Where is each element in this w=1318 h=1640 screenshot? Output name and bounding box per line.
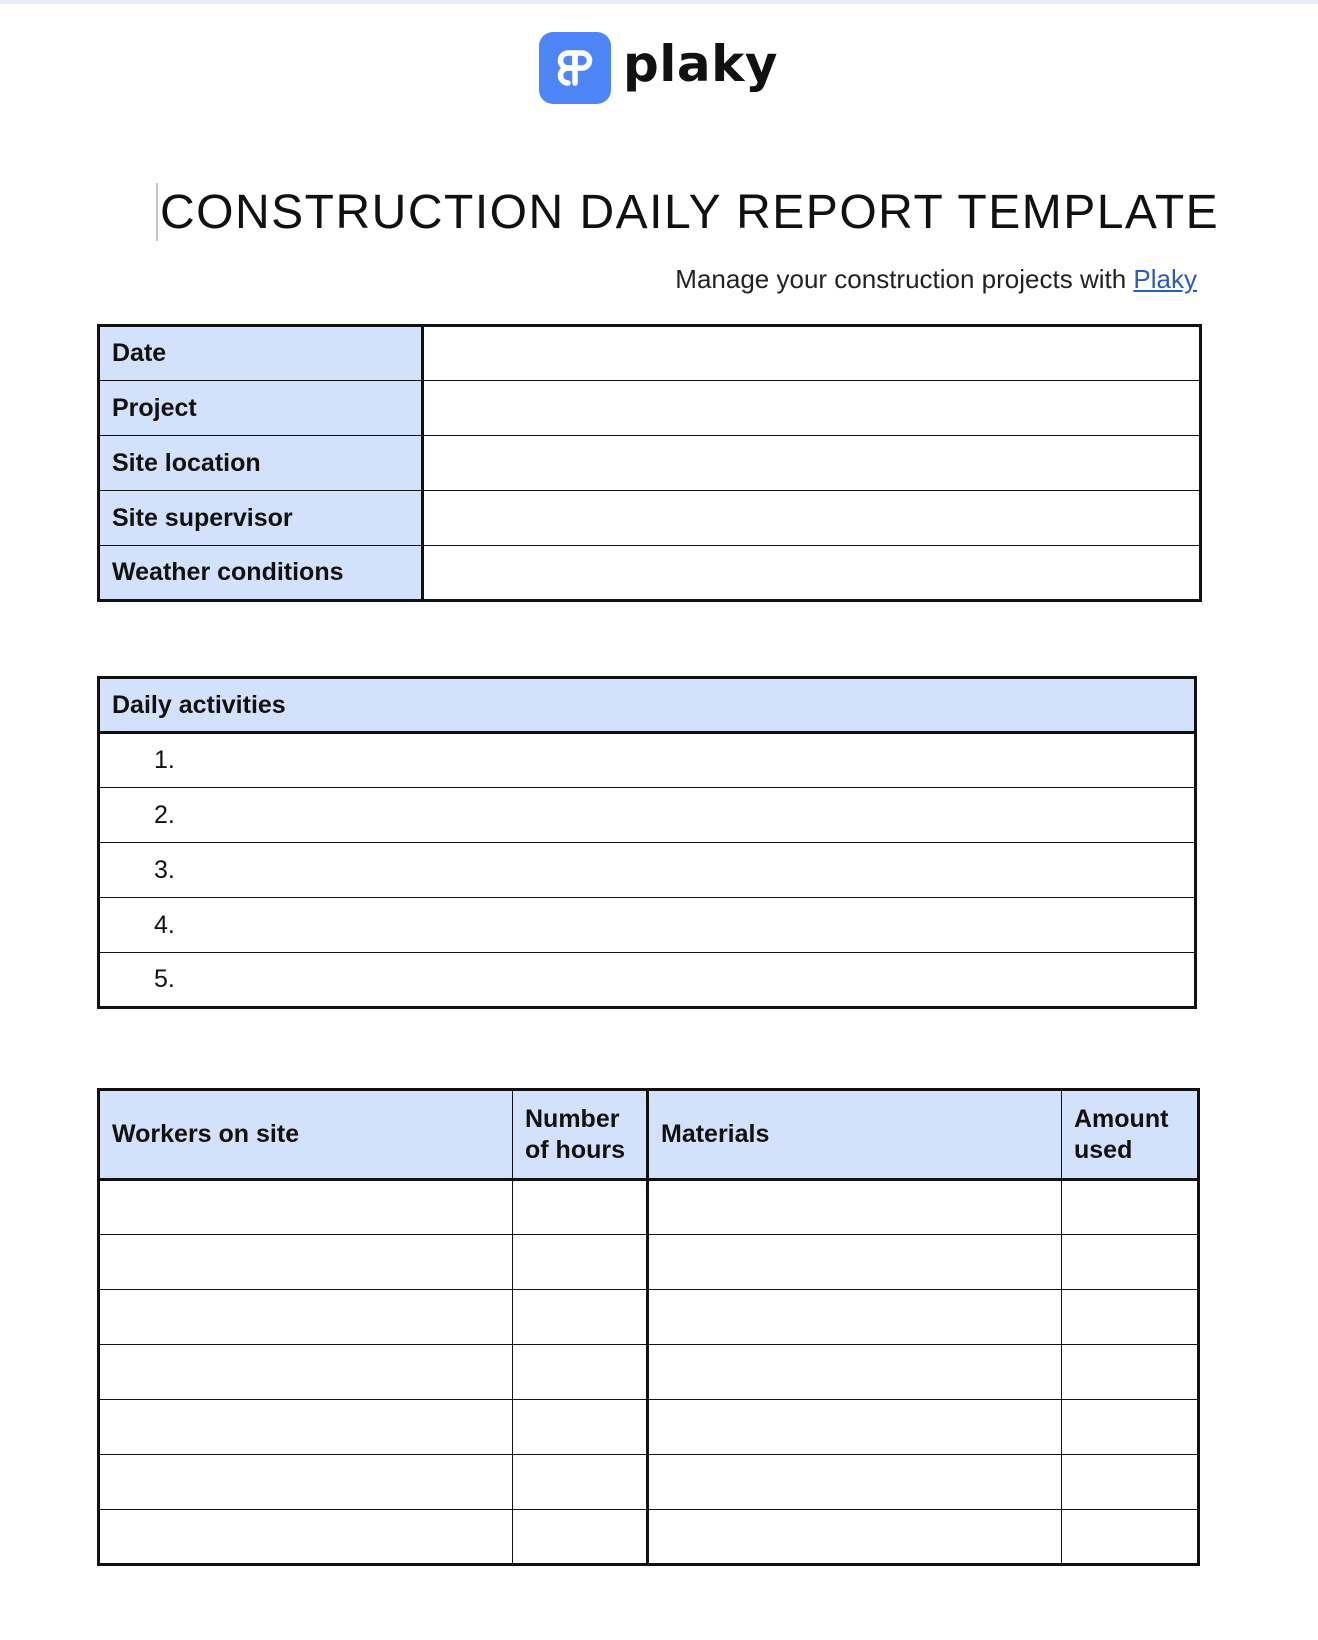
table-header-row bbox=[99, 678, 1196, 733]
table-row bbox=[99, 1290, 1199, 1345]
site-supervisor-label: Site supervisor bbox=[99, 491, 423, 546]
table-row bbox=[99, 843, 1196, 898]
top-strip bbox=[0, 0, 1318, 4]
worker-cell[interactable] bbox=[99, 1180, 513, 1235]
amount-cell[interactable] bbox=[1062, 1455, 1199, 1510]
title-block bbox=[156, 183, 1219, 241]
date-label: Date bbox=[99, 326, 423, 381]
table-row bbox=[99, 1400, 1199, 1455]
table-row bbox=[99, 546, 1201, 601]
worker-cell[interactable] bbox=[99, 1290, 513, 1345]
amount-cell[interactable] bbox=[1062, 1345, 1199, 1400]
amount-cell[interactable] bbox=[1062, 1290, 1199, 1345]
table-row bbox=[99, 1455, 1199, 1510]
table-row bbox=[99, 436, 1201, 491]
materials-header: Materials bbox=[648, 1090, 1062, 1180]
material-cell[interactable] bbox=[648, 1235, 1062, 1290]
table-row bbox=[99, 491, 1201, 546]
amount-cell[interactable] bbox=[1062, 1235, 1199, 1290]
subtitle bbox=[675, 264, 1197, 295]
table-row bbox=[99, 1235, 1199, 1290]
worker-cell[interactable] bbox=[99, 1510, 513, 1565]
worker-cell[interactable] bbox=[99, 1400, 513, 1455]
plaky-logo-icon bbox=[539, 32, 611, 104]
number-of-hours-header: Number of hours bbox=[513, 1090, 648, 1180]
subtitle-text: Manage your construction projects with bbox=[675, 264, 1134, 294]
activity-item[interactable]: 3. bbox=[99, 843, 1196, 898]
worker-cell[interactable] bbox=[99, 1235, 513, 1290]
material-cell[interactable] bbox=[648, 1180, 1062, 1235]
hours-cell[interactable] bbox=[513, 1180, 648, 1235]
workers-materials-table bbox=[97, 1088, 1200, 1566]
table-row bbox=[99, 953, 1196, 1008]
page-title: CONSTRUCTION DAILY REPORT TEMPLATE bbox=[160, 185, 1220, 239]
table-row bbox=[99, 1510, 1199, 1565]
text-cursor bbox=[156, 183, 158, 241]
amount-cell[interactable] bbox=[1062, 1400, 1199, 1455]
table-row bbox=[99, 898, 1196, 953]
site-supervisor-field[interactable] bbox=[423, 491, 1201, 546]
plaky-logo bbox=[539, 32, 778, 104]
daily-activities-header: Daily activities bbox=[99, 678, 1196, 733]
hours-cell[interactable] bbox=[513, 1510, 648, 1565]
material-cell[interactable] bbox=[648, 1510, 1062, 1565]
amount-used-header: Amount used bbox=[1062, 1090, 1199, 1180]
material-cell[interactable] bbox=[648, 1400, 1062, 1455]
hours-cell[interactable] bbox=[513, 1235, 648, 1290]
logo-wordmark: plaky bbox=[623, 35, 779, 93]
amount-cell[interactable] bbox=[1062, 1510, 1199, 1565]
table-row bbox=[99, 1345, 1199, 1400]
site-location-label: Site location bbox=[99, 436, 423, 491]
date-field[interactable] bbox=[423, 326, 1201, 381]
plaky-link[interactable]: Plaky bbox=[1133, 264, 1197, 294]
weather-conditions-label: Weather conditions bbox=[99, 546, 423, 601]
project-info-table bbox=[97, 324, 1202, 602]
workers-on-site-header: Workers on site bbox=[99, 1090, 513, 1180]
site-location-field[interactable] bbox=[423, 436, 1201, 491]
table-header-row bbox=[99, 1090, 1199, 1180]
hours-cell[interactable] bbox=[513, 1290, 648, 1345]
table-row bbox=[99, 381, 1201, 436]
project-field[interactable] bbox=[423, 381, 1201, 436]
activity-item[interactable]: 5. bbox=[99, 953, 1196, 1008]
table-row bbox=[99, 733, 1196, 788]
worker-cell[interactable] bbox=[99, 1345, 513, 1400]
table-row bbox=[99, 788, 1196, 843]
table-row bbox=[99, 1180, 1199, 1235]
worker-cell[interactable] bbox=[99, 1455, 513, 1510]
hours-cell[interactable] bbox=[513, 1345, 648, 1400]
material-cell[interactable] bbox=[648, 1455, 1062, 1510]
daily-activities-table bbox=[97, 676, 1197, 1009]
amount-cell[interactable] bbox=[1062, 1180, 1199, 1235]
material-cell[interactable] bbox=[648, 1290, 1062, 1345]
activity-item[interactable]: 4. bbox=[99, 898, 1196, 953]
weather-conditions-field[interactable] bbox=[423, 546, 1201, 601]
material-cell[interactable] bbox=[648, 1345, 1062, 1400]
table-row bbox=[99, 326, 1201, 381]
activity-item[interactable]: 1. bbox=[99, 733, 1196, 788]
hours-cell[interactable] bbox=[513, 1455, 648, 1510]
hours-cell[interactable] bbox=[513, 1400, 648, 1455]
project-label: Project bbox=[99, 381, 423, 436]
activity-item[interactable]: 2. bbox=[99, 788, 1196, 843]
